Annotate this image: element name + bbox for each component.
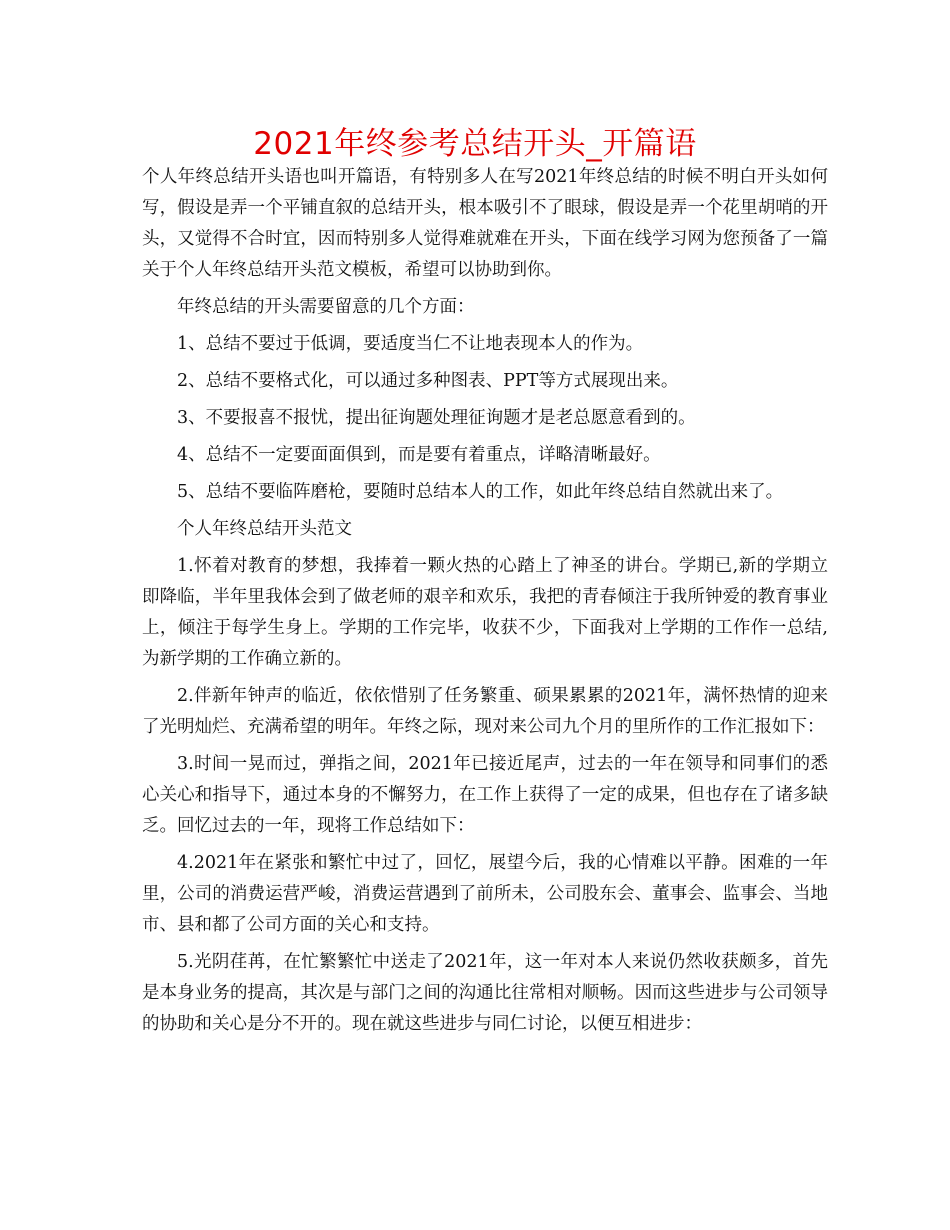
example-paragraph: 1.怀着对教育的梦想，我捧着一颗火热的心踏上了神圣的讲台。学期已,新的学期立即降临，半年里我体会到了做老师的艰辛和欢乐，我把的青春倾注于我所钟爱的教育事业上，倾注于每学生身上。学期的工作完毕，收获不少，下面我对上学期的工作作一总结,为新学期的工作确立新的。 [142, 556, 828, 669]
tip-item: 2、总结不要格式化，可以通过多种图表、PPT等方式展现出来。 [177, 371, 679, 391]
example-paragraph: 3.时间一晃而过，弹指之间，2021年已接近尾声，过去的一年在领导和同事们的悉心关心和指导下，通过本身的不懈努力，在工作上获得了一定的成果，但也存在了诸多缺乏。回忆过去的一年，现将工作总结如下： [142, 754, 828, 836]
tip-item: 5、总结不要临阵磨枪，要随时总结本人的工作，如此年终总结自然就出来了。 [177, 482, 784, 502]
tip-item: 1、总结不要过于低调，要适度当仁不让地表现本人的作为。 [177, 334, 644, 354]
example-paragraph: 2.伴新年钟声的临近，依依惜别了任务繁重、硕果累累的2021年，满怀热情的迎来了光明灿烂、充满希望的明年。年终之际，现对来公司九个月的里所作的工作汇报如下： [142, 686, 828, 737]
examples-heading: 个人年终总结开头范文 [177, 519, 352, 539]
tips-heading: 年终总结的开头需要留意的几个方面： [177, 297, 475, 317]
document-body [142, 162, 828, 1046]
tip-item: 4、总结不一定要面面俱到，而是要有着重点，详略清晰最好。 [177, 445, 661, 465]
intro-paragraph: 个人年终总结开头语也叫开篇语，有特别多人在写2021年终总结的时候不明白开头如何写，假设是弄一个平铺直叙的总结开头，根本吸引不了眼球，假设是弄一个花里胡哨的开头，又觉得不合时宜，因而特别多人觉得难就难在开头，下面在线学习网为您预备了一篇关于个人年终总结开头范文模板，希望可以协助到你。 [142, 167, 828, 280]
example-paragraph: 4.2021年在紧张和繁忙中过了，回忆，展望今后，我的心情难以平静。困难的一年里，公司的消费运营严峻，消费运营遇到了前所未，公司股东会、董事会、监事会、当地市、县和都了公司方面的关心和支持。 [142, 853, 828, 935]
tip-item: 3、不要报喜不报忧，提出征询题处理征询题才是老总愿意看到的。 [177, 408, 696, 428]
document-title: 2021年终参考总结开头_开篇语 [253, 126, 697, 162]
example-paragraph: 5.光阴荏苒，在忙繁繁忙中送走了2021年，这一年对本人来说仍然收获颇多，首先是本身业务的提高，其次是与部门之间的沟通比往常相对顺畅。因而这些进步与公司领导的协助和关心是分不开的。现在就这些进步与同仁讨论，以便互相进步： [142, 952, 828, 1034]
